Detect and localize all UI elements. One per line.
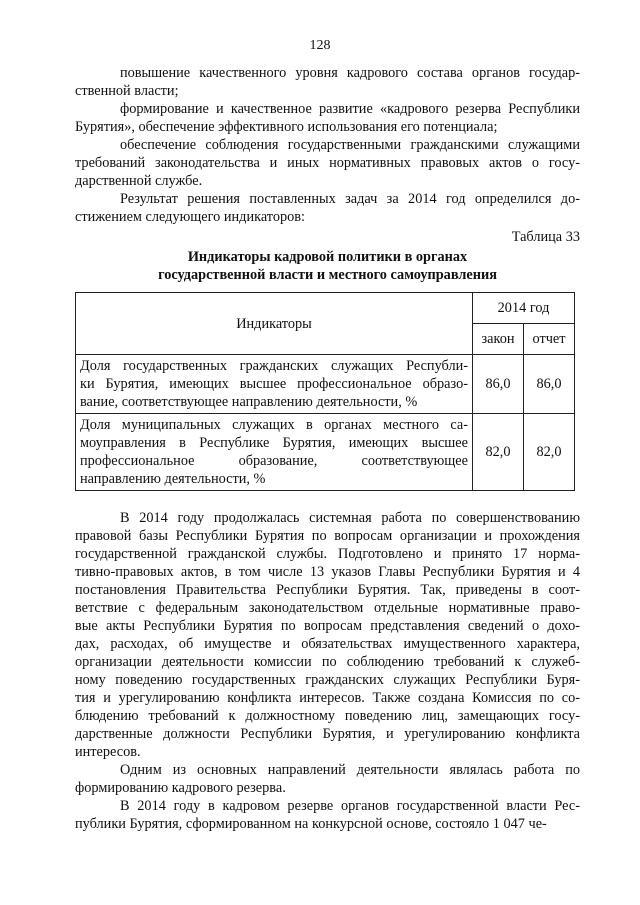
text-line: тивно-правовых актов, в том числе 13 указов Главы Республики Бурятия и 4 [75,564,580,580]
text-line: В 2014 году продолжалась системная работа по совершенствованию [120,510,580,526]
text-line: ветствие с федеральным законодательством отдельные нормативные право- [75,600,580,616]
text-line: Бурятия», обеспечение эффективного использования его потенциала; [75,119,498,135]
intro-section [75,64,580,226]
text-line: ному поведению государственных гражданских служащих Республики Буря- [75,672,580,688]
indicator-name-line: Доля муниципальных служащих в органах местного са- [80,417,468,433]
indicator-name-line: Доля государственных гражданских служащих Республи- [80,358,468,374]
text-line: вые акты Республики Бурятия по вопросам представления сведений о дохо- [75,618,580,634]
text-line: дарственные должности Республики Бурятия, и урегулированию конфликта [75,726,580,742]
indicators-table [75,292,575,491]
indicator-name [76,414,473,491]
text-line: Результат решения поставленных задач за 2014 год определился до- [120,191,580,207]
text-line: интересов. [75,744,141,760]
text-line: дарственной службе. [75,173,203,189]
indicator-name-line: направлению деятельности, % [80,471,266,487]
indicator-report-value: 82,0 [524,414,575,491]
table-row [76,414,575,491]
table-title-line-1: Индикаторы кадровой политики в органах [187,249,468,265]
indicator-law-value: 82,0 [473,414,524,491]
intro-paragraph [75,64,580,100]
body-paragraph [75,797,580,833]
text-line: В 2014 году в кадровом резерве органов государственной власти Рес- [120,798,580,814]
text-line: государственной гражданской службы. Подготовлено и принято 17 норма- [75,546,580,562]
text-line: правовой базы Республики Бурятия по вопросам организации и прохождения [75,528,580,544]
indicator-law-value: 86,0 [473,355,524,414]
text-line: стижением следующего индикаторов: [75,209,306,225]
table-body [76,355,575,491]
header-law: закон [473,324,524,355]
indicator-name-line: вание, соответствующее направлению деятельности, % [80,394,418,410]
header-indicators: Индикаторы [76,293,473,355]
body-paragraph [75,509,580,761]
header-year: 2014 год [473,293,575,324]
table-row [76,355,575,414]
page-content [75,64,580,833]
indicator-name-line: профессиональное образование, соответствующее [80,453,468,469]
table-title [75,248,580,284]
indicator-name-line: ки Бурятия, имеющих высшее профессиональное образо- [80,376,468,392]
body-paragraph [75,761,580,797]
intro-paragraph [75,190,580,226]
table-title-line-2: государственной власти и местного самоуправления [158,267,497,283]
text-line: публики Бурятия, сформированном на конкурсной основе, состояло 1 047 че- [75,816,547,832]
text-line: формирование и качественное развитие «кадрового резерва Республики [120,101,580,117]
text-line: постановления Правительства Республики Бурятия. Так, приведены в соот- [75,582,580,598]
text-line: организации деятельности комиссии по соблюдению требований к служеб- [75,654,580,670]
intro-paragraph [75,100,580,136]
page-number: 128 [309,38,331,53]
text-line: тия и урегулированию конфликта интересов. Также создана Комиссия по со- [75,690,580,706]
indicator-name-line: моуправления в Республике Бурятия, имеющих высшее [80,435,468,451]
indicator-name [76,355,473,414]
text-line: требований законодательства и иных нормативных правовых актов о госу- [75,155,580,171]
text-line: повышение качественного уровня кадрового состава органов государ- [120,65,580,81]
text-line: формированию кадрового резерва. [75,780,286,796]
text-line: ственной власти; [75,83,179,99]
text-line: блюдению требований к должностному поведению лиц, замещающих госу- [75,708,580,724]
header-report: отчет [524,324,575,355]
intro-paragraph [75,136,580,190]
table-caption: Таблица 33 [511,229,580,245]
text-line: Одним из основных направлений деятельности являлась работа по [120,762,580,778]
text-line: обеспечение соблюдения государственными гражданскими служащими [120,137,580,153]
body-section [75,509,580,833]
indicator-report-value: 86,0 [524,355,575,414]
text-line: дах, расходах, об имуществе и обязательствах имущественного характера, [75,636,580,652]
